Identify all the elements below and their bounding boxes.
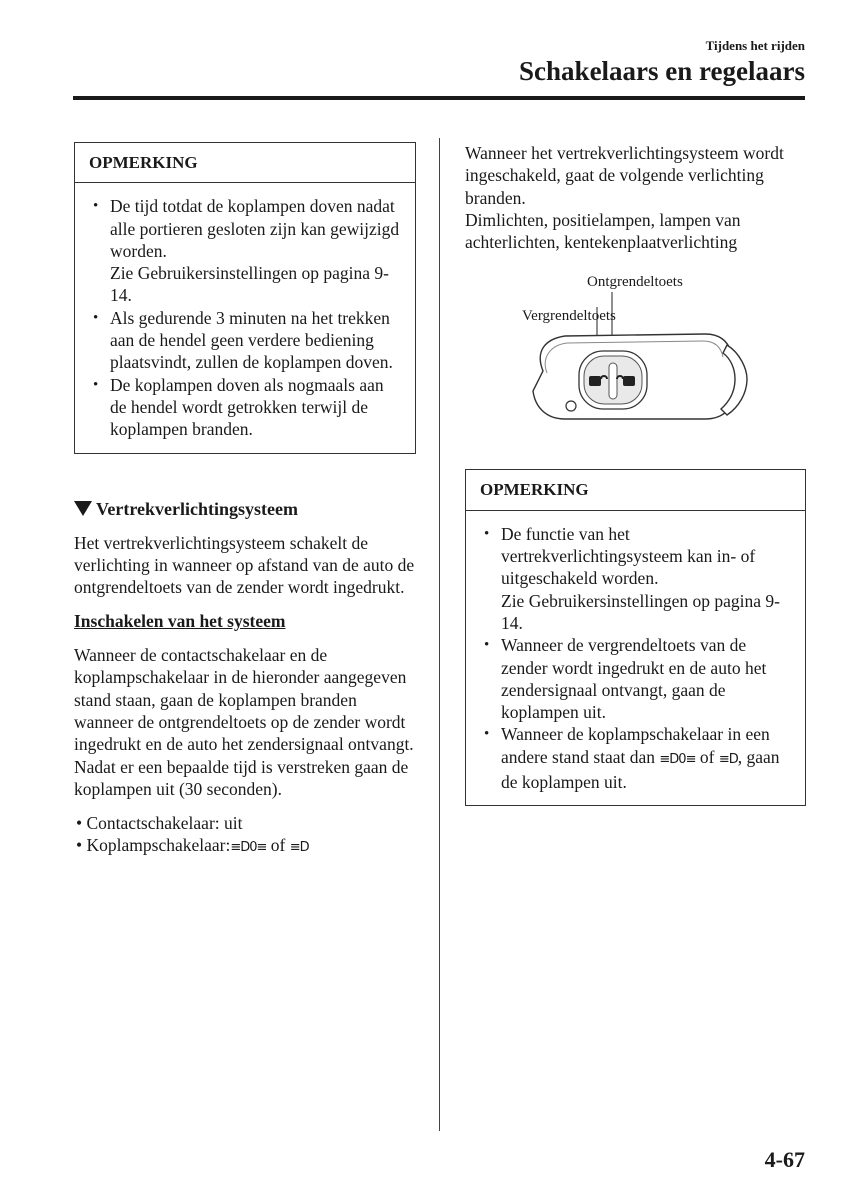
note-item: [89, 195, 403, 306]
list-item: • Contactschakelaar: uit: [76, 813, 243, 834]
note-item: [480, 523, 793, 634]
list-item-text: of: [266, 835, 290, 856]
switch-position-list: [74, 812, 416, 860]
right-column: [465, 142, 806, 806]
note-body: [466, 511, 805, 806]
right-intro-1: Wanneer het vertrekverlichtingsysteem wordt ingeschakeld, gaat de volgende verlichting branden.: [465, 143, 784, 208]
header-rule: [73, 96, 805, 100]
note-item-text: De tijd totdat de koplampen doven nadat alle portieren gesloten zijn kan gewijzigd worden.: [110, 196, 400, 261]
section-heading-text: Vertrekverlichtingsysteem: [96, 498, 298, 519]
note-box-left: [74, 142, 416, 454]
note-list: [89, 195, 403, 440]
note-item-reference: Zie Gebruikersinstellingen op pagina 9-14.: [110, 263, 389, 306]
note-list: [480, 523, 793, 794]
note-item-text: Als gedurende 3 minuten na het trekken aan de hendel geen verdere bediening plaatsvindt, zullen de koplampen doven.: [110, 307, 393, 373]
lock-button-label: Vergrendeltoets: [522, 308, 616, 325]
headlight-symbol-icon: ≡D: [289, 840, 309, 856]
header-section: Tijdens het rijden: [705, 38, 805, 53]
key-figure: [465, 261, 806, 461]
note-item-text: , gaan de koplampen uit.: [501, 746, 780, 793]
key-fob-illustration: [465, 261, 765, 461]
note-item: [480, 723, 793, 793]
note-box-right: [465, 469, 806, 806]
note-item-reference: Zie Gebruikersinstellingen op pagina 9-14.: [501, 590, 780, 633]
parking-light-symbol-icon: ≡D0≡: [230, 840, 267, 856]
section-intro: Het vertrekverlichtingsysteem schakelt de verlichting in wanneer op afstand van de auto de ontgrendeltoets van de zender wordt ingedrukt.: [74, 532, 415, 598]
unlock-button-label: Ontgrendeltoets: [587, 274, 683, 291]
section-body: Wanneer de contactschakelaar en de koplampschakelaar in de hieronder aangegeven stand staan, gaan de koplampen branden wanneer de ontgrendeltoets op de zender wordt ingedrukt en de auto het zendersignaal ontvangt. Nadat er een bepaalde tijd is verstreken gaan de koplampen uit (30 seconden).: [74, 645, 414, 799]
column-divider: [439, 138, 440, 1131]
note-item: [89, 307, 403, 374]
note-title: OPMERKING: [466, 470, 805, 510]
list-item: [74, 834, 416, 859]
note-item-text: of: [695, 746, 719, 767]
page-title: Schakelaars en regelaars: [519, 56, 805, 86]
headlight-symbol-icon: ≡D: [718, 751, 738, 767]
note-title: OPMERKING: [75, 143, 415, 183]
left-column: [74, 142, 416, 860]
note-item: • Wanneer de vergrendeltoets van de zender wordt ingedrukt en de auto het zendersignaal ontvangt, gaan de koplampen uit.: [480, 634, 793, 723]
right-intro-2: Dimlichten, positielampen, lampen van achterlichten, kentekenplaatverlichting: [465, 209, 741, 253]
note-item-text: De functie van het vertrekverlichtingsysteem kan in- of uitgeschakeld worden.: [501, 523, 756, 589]
section-heading: [74, 498, 416, 520]
note-body: [75, 183, 415, 452]
list-item-text: • Koplampschakelaar:: [76, 835, 231, 856]
subsection-heading: Inschakelen van het systeem: [74, 610, 286, 631]
note-item-text: Wanneer de koplampschakelaar in een andere stand staat dan: [501, 724, 770, 767]
page-number: 4-67: [764, 1147, 805, 1172]
note-item: [89, 374, 403, 441]
parking-light-symbol-icon: ≡D0≡: [659, 751, 696, 767]
note-item-text: De koplampen doven als nogmaals aan de hendel wordt getrokken terwijl de koplampen branden.: [110, 374, 384, 440]
triangle-down-icon: [74, 501, 92, 516]
